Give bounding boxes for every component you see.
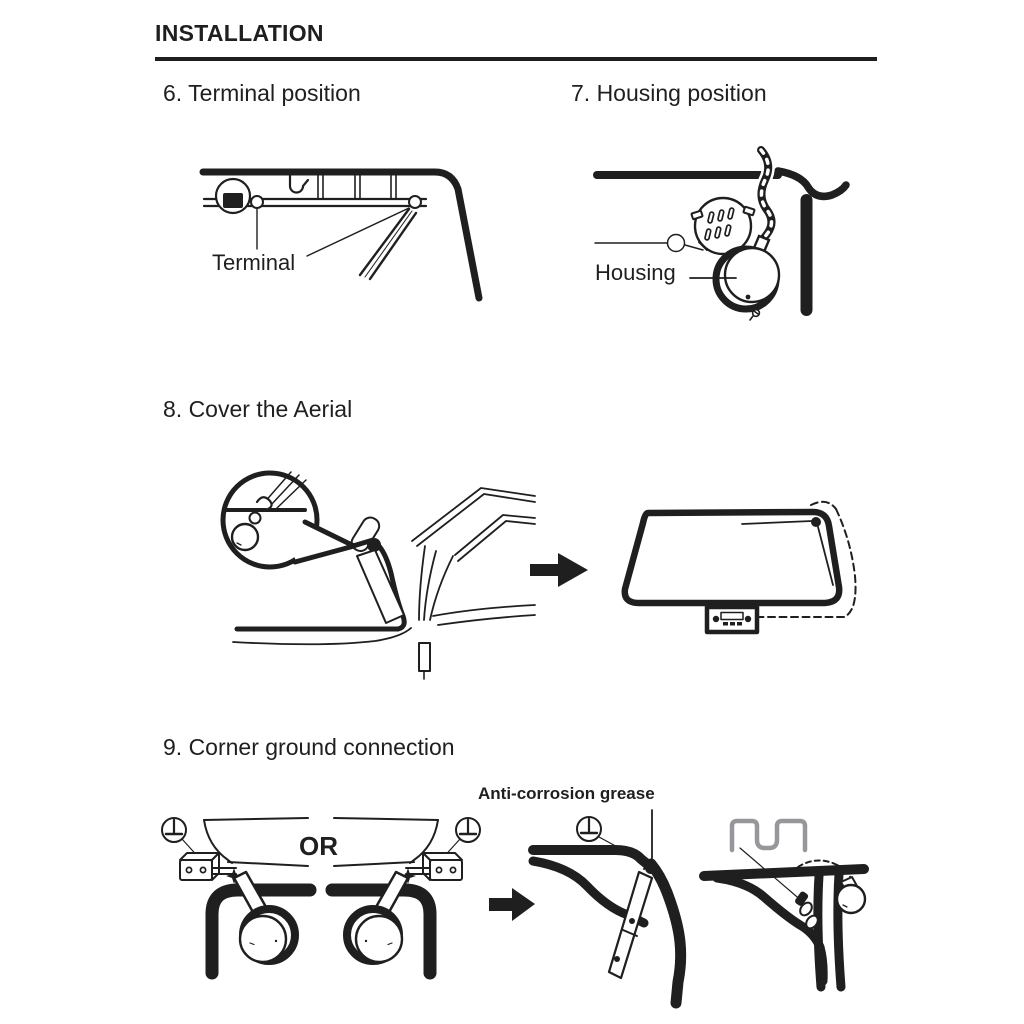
defogger-grid-lines	[318, 175, 396, 198]
hook-clip	[290, 175, 308, 193]
housing-position-diagram	[595, 142, 850, 322]
frame-members	[704, 869, 864, 987]
cover-aerial-detail-diagram	[205, 458, 535, 680]
cover-loop	[250, 513, 261, 524]
ground-symbol-icon	[577, 817, 601, 841]
aerial-cover-ball	[232, 524, 258, 550]
housing-label: Housing	[595, 260, 676, 285]
rear-window-diagram	[615, 496, 865, 638]
grease-point-diagram	[527, 806, 699, 1014]
radio-unit	[707, 607, 757, 632]
section-heading-corner-ground: 9. Corner ground connection	[163, 734, 455, 760]
anti-corrosion-grease-label: Anti-corrosion grease	[478, 784, 655, 803]
aerial-cover-ball	[837, 877, 865, 913]
mounting-strap	[758, 150, 772, 246]
terminal-dot-left	[251, 196, 263, 208]
terminal-position-diagram	[195, 155, 490, 310]
frame-corner-flick	[778, 171, 846, 196]
rear-window-outline	[625, 512, 839, 603]
page-title: INSTALLATION	[155, 20, 324, 46]
section-heading-terminal-position: 6. Terminal position	[163, 80, 361, 106]
arrow-right-icon	[530, 550, 590, 590]
spring-clip-icon	[732, 821, 805, 850]
ground-clip-diagram	[702, 810, 897, 1002]
terminal-dot-right	[409, 196, 421, 208]
pillar-anchor	[419, 643, 430, 671]
tweezers-tool	[360, 209, 416, 279]
zoom-callout	[223, 472, 355, 567]
terminal-label: Terminal	[212, 250, 296, 275]
frame-members	[533, 850, 681, 1003]
terminal-leader-lines	[257, 208, 409, 256]
housing-block	[223, 193, 243, 208]
seatbelt-strap	[357, 550, 404, 623]
ground-joint	[645, 862, 657, 874]
or-label: OR	[299, 831, 338, 861]
section-heading-cover-aerial: 8. Cover the Aerial	[163, 396, 353, 422]
section-heading-housing-position: 7. Housing position	[571, 80, 767, 106]
title-divider	[155, 57, 877, 61]
